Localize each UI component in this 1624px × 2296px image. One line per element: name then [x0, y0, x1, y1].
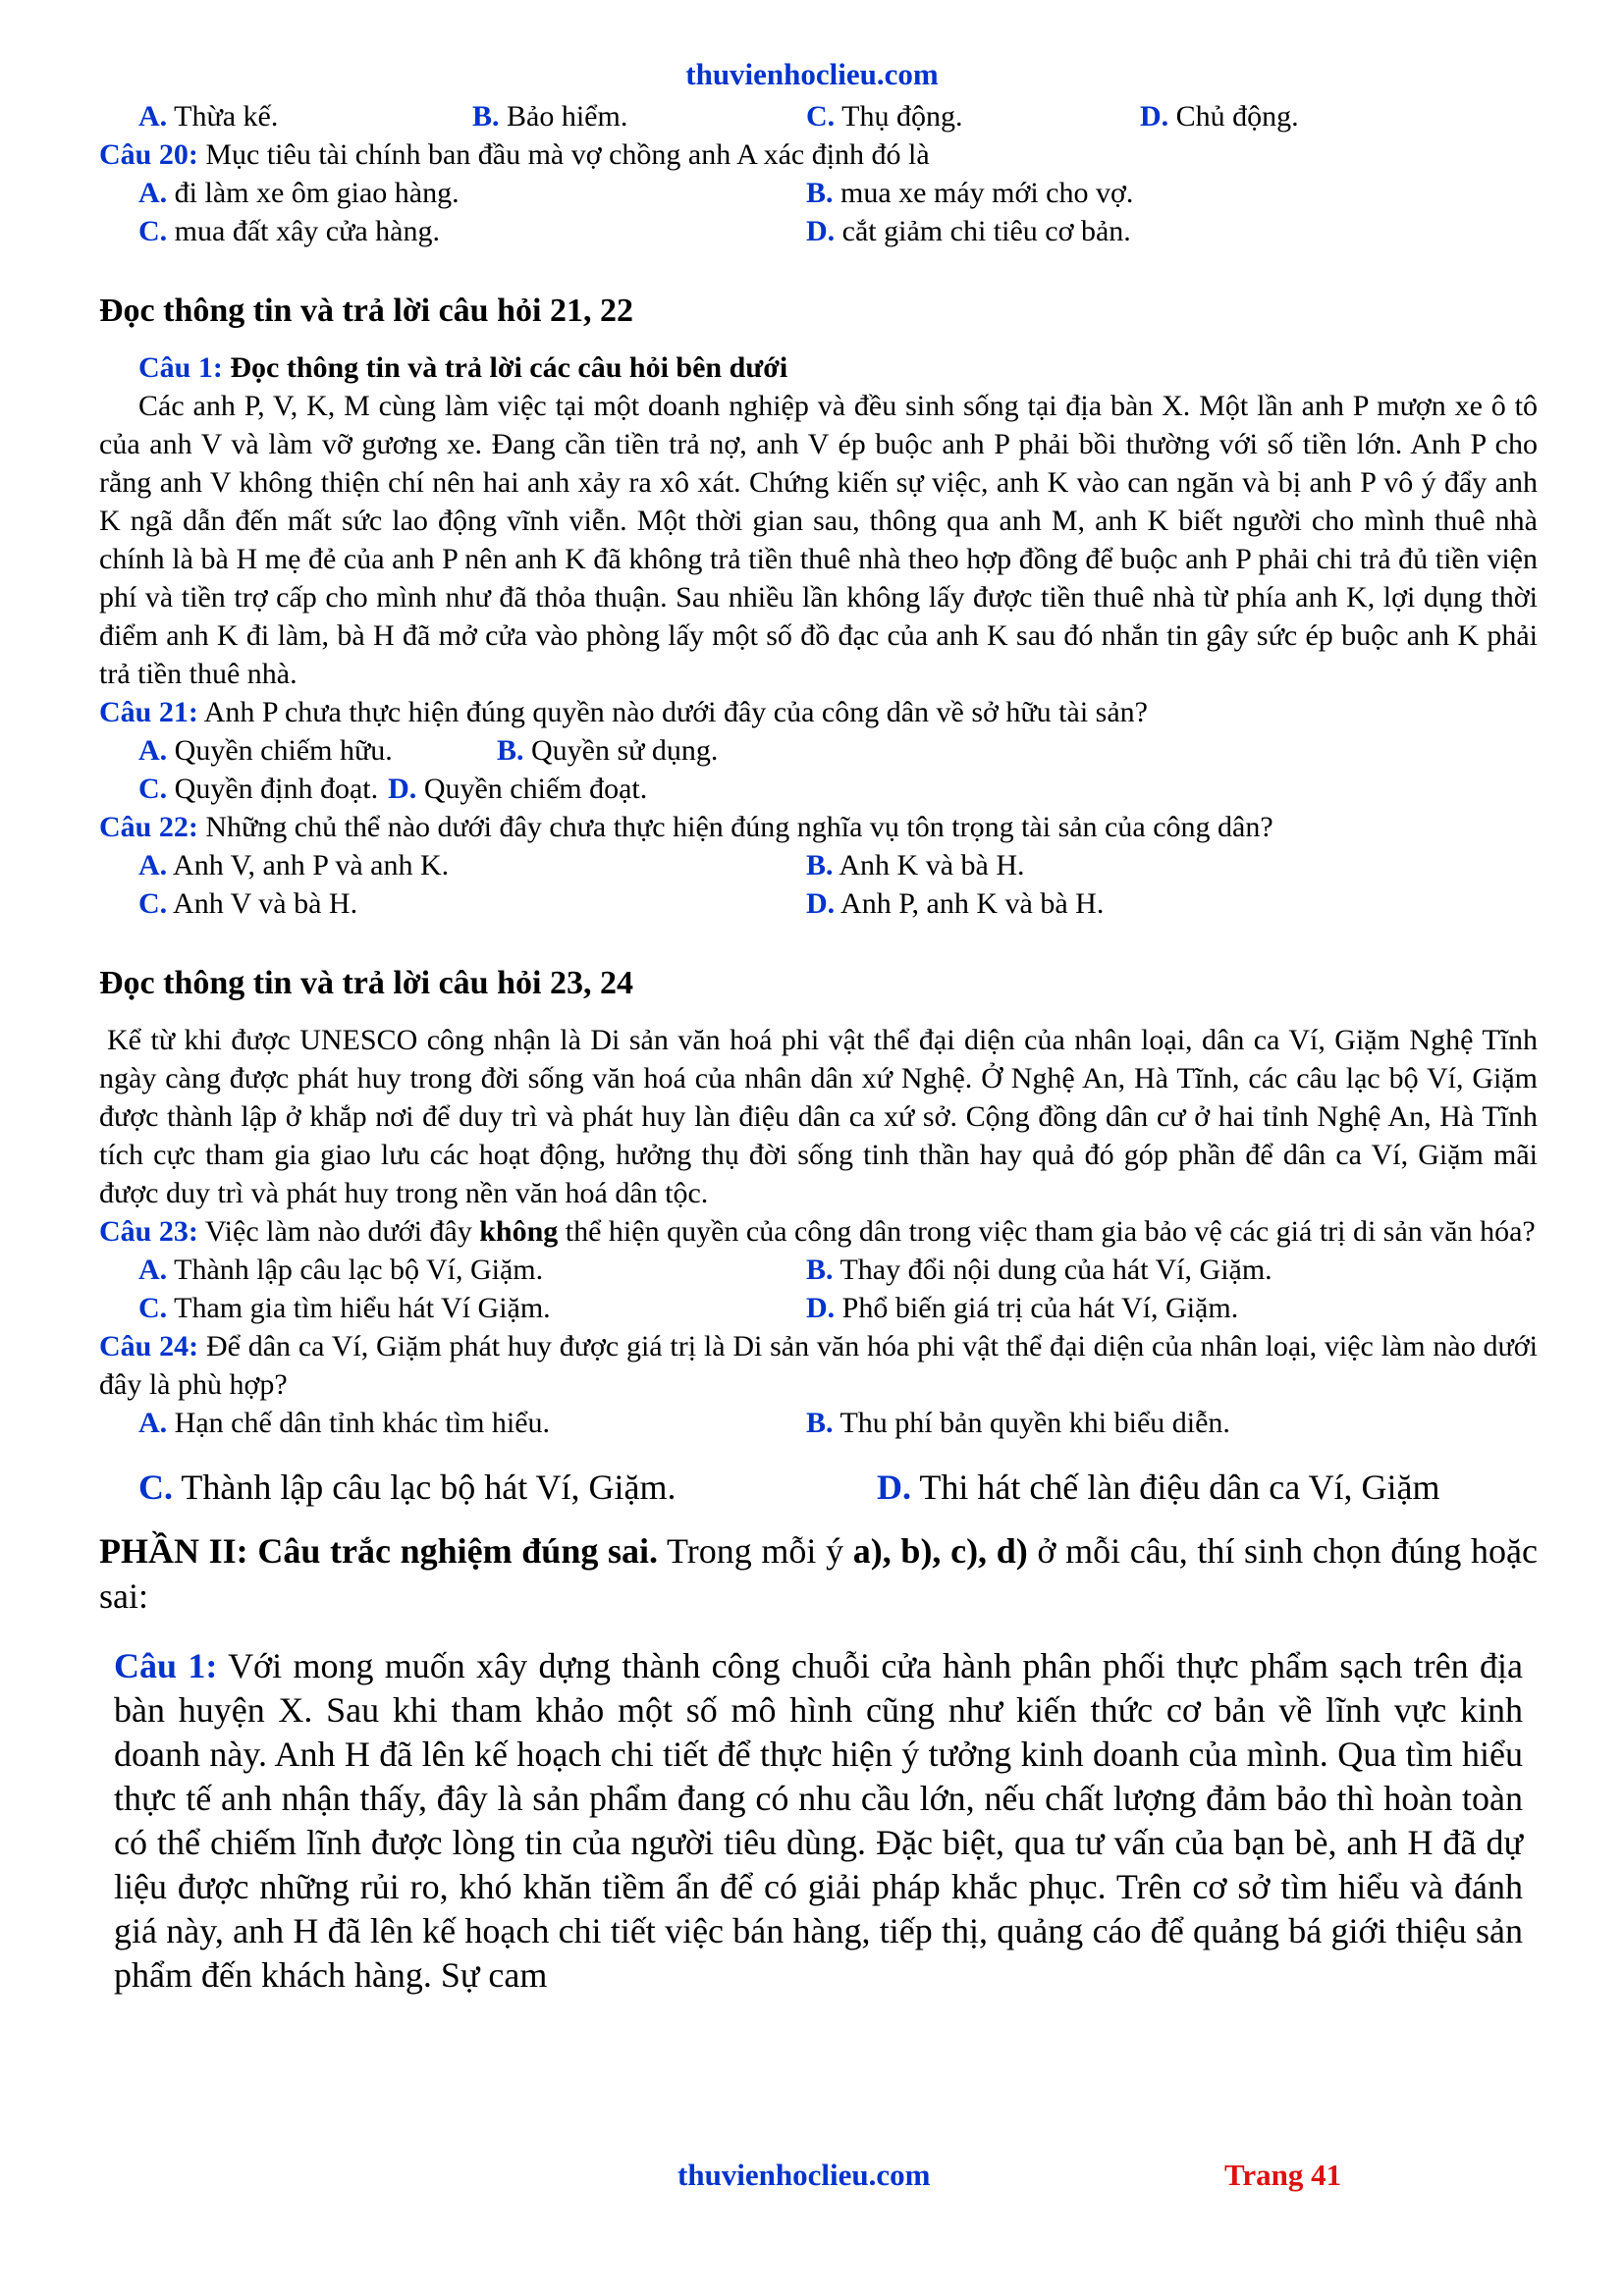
- q19-option-d: D. Chủ động.: [1140, 100, 1299, 133]
- q24-option-c: C. Thành lập câu lạc bộ hát Ví, Giặm.: [138, 1468, 677, 1507]
- q23-question: Câu 23: Việc làm nào dưới đây không thể hiện quyền của công dân trong việc tham gia bảo vệ các giá trị di sản văn hóa?: [99, 1215, 1536, 1248]
- q22-option-c: C. Anh V và bà H.: [138, 887, 358, 920]
- q19-option-c: C. Thụ động.: [806, 100, 963, 133]
- section1-title: Câu 1: Đọc thông tin và trả lời các câu hỏi bên dưới: [138, 351, 788, 384]
- footer-page-number: Trang 41: [1224, 2158, 1342, 2192]
- q19-option-b: B. Bảo hiểm.: [472, 100, 628, 133]
- q19-options: [99, 97, 1538, 135]
- q23-options-row2: [99, 1289, 1538, 1327]
- section-heading-21-22: Đọc thông tin và trả lời câu hỏi 21, 22: [99, 293, 633, 329]
- section1-passage: Các anh P, V, K, M cùng làm việc tại một doanh nghiệp và đều sinh sống tại địa bàn X. Một lần anh P mượn xe ô tô của anh V và làm vỡ gương xe. Đang cần tiền trả nợ, anh V ép buộc anh P phải bồi thường với số tiền lớn. Anh P cho rằng anh V không thiện chí nên hai anh xảy ra xô xát. Chứng kiến sự việc, anh K vào can ngăn và bị anh P vô ý đẩy anh K ngã dẫn đến mất sức lao động vĩnh viễn. Một thời gian sau, thông qua anh M, anh K biết người cho mình thuê nhà chính là bà H mẹ đẻ của anh P nên anh K đã không trả tiền thuê nhà theo hợp đồng để buộc anh P phải chi trả đủ tiền viện phí và tiền trợ cấp cho mình như đã thỏa thuận. Sau nhiều lần không lấy được tiền thuê nhà từ phía anh K, lợi dụng thời điểm anh K đi làm, bà H đã mở cửa vào phòng lấy một số đồ đạc của anh K sau đó nhắn tin gây sức ép buộc anh K phải trả tiền thuê nhà.: [99, 390, 1538, 690]
- q21-options-row1: [99, 731, 1538, 770]
- footer-site-name: thuvienhoclieu.com: [677, 2158, 931, 2192]
- q22-options-row1: [99, 846, 1538, 884]
- q24-question: Câu 24: Để dân ca Ví, Giặm phát huy được giá trị là Di sản văn hóa phi vật thể đại diện của nhân loại, việc làm nào dưới đây là phù hợp?: [99, 1330, 1539, 1401]
- q20-option-a: A. đi làm xe ôm giao hàng.: [138, 177, 460, 209]
- q23-option-a: A. Thành lập câu lạc bộ Ví, Giặm.: [138, 1254, 544, 1286]
- page-content: [99, 97, 1538, 1998]
- q24-options-row2: [99, 1464, 1538, 1511]
- q24-option-a: A. Hạn chế dân tỉnh khác tìm hiểu.: [138, 1407, 551, 1439]
- q21-question: Câu 21: Anh P chưa thực hiện đúng quyền nào dưới đây của công dân về sở hữu tài sản?: [99, 696, 1148, 728]
- q22-question: Câu 22: Những chủ thể nào dưới đây chưa thực hiện đúng nghĩa vụ tôn trọng tài sản của công dân?: [99, 811, 1273, 843]
- section-heading-23-24: Đọc thông tin và trả lời câu hỏi 23, 24: [99, 965, 633, 1001]
- q23-option-b: B. Thay đổi nội dung của hát Ví, Giặm.: [806, 1254, 1272, 1286]
- part2-heading: PHẦN II: Câu trắc nghiệm đúng sai. Trong mỗi ý a), b), c), d) ở mỗi câu, thí sinh chọn đúng hoặc sai:: [99, 1531, 1538, 1616]
- q21-option-c: C. Quyền định đoạt.: [138, 773, 379, 805]
- q24-option-b: B. Thu phí bản quyền khi biểu diễn.: [806, 1407, 1230, 1439]
- q19-option-a: A. Thừa kế.: [138, 100, 279, 133]
- q22-option-d: D. Anh P, anh K và bà H.: [806, 887, 1105, 920]
- q24-options-row1: [99, 1404, 1538, 1442]
- q20-option-b: B. mua xe máy mới cho vợ.: [806, 177, 1134, 209]
- q20-option-d: D. cắt giảm chi tiêu cơ bản.: [806, 215, 1131, 247]
- q21-option-b: B. Quyền sử dụng.: [497, 734, 719, 767]
- q21-option-d: D. Quyền chiếm đoạt.: [388, 773, 648, 805]
- q22-option-a: A. Anh V, anh P và anh K.: [138, 849, 450, 881]
- q23-option-c: C. Tham gia tìm hiểu hát Ví Giặm.: [138, 1292, 551, 1324]
- part2-question-1: Câu 1: Với mong muốn xây dựng thành công chuỗi cửa hành phân phối thực phẩm sạch trên địa bàn huyện X. Sau khi tham khảo một số mô hình cũng như kiến thức cơ bản về lĩnh vực kinh doanh này. Anh H đã lên kế hoạch chi tiết để thực hiện ý tưởng kinh doanh của mình. Qua tìm hiểu thực tế anh nhận thấy, đây là sản phẩm đang có nhu cầu lớn, nếu chất lượng đảm bảo thì hoàn toàn có thể chiếm lĩnh được lòng tin của người tiêu dùng. Đặc biệt, qua tư vấn của bạn bè, anh H đã dự liệu được những rủi ro, khó khăn tiềm ẩn để có giải pháp khắc phục. Trên cơ sở tìm hiểu và đánh giá này, anh H đã lên kế hoạch chi tiết việc bán hàng, tiếp thị, quảng cáo để quảng bá giới thiệu sản phẩm đến khách hàng. Sự cam: [114, 1646, 1523, 1995]
- q20-option-c: C. mua đất xây cửa hàng.: [138, 215, 440, 247]
- q20-question: Câu 20: Mục tiêu tài chính ban đầu mà vợ chồng anh A xác định đó là: [99, 138, 930, 171]
- q23-options-row1: [99, 1251, 1538, 1289]
- q20-options-row1: [99, 174, 1538, 212]
- q23-option-d: D. Phổ biến giá trị của hát Ví, Giặm.: [806, 1292, 1239, 1324]
- q22-option-b: B. Anh K và bà H.: [806, 849, 1025, 881]
- q20-options-row2: [99, 212, 1538, 250]
- header-site-name: thuvienhoclieu.com: [685, 57, 939, 91]
- q21-option-a: A. Quyền chiếm hữu.: [138, 734, 393, 767]
- section2-passage: Kể từ khi được UNESCO công nhận là Di sản văn hoá phi vật thể đại diện của nhân loại, dân ca Ví, Giặm Nghệ Tĩnh ngày càng được phát huy trong đời sống văn hoá của nhân dân xứ Nghệ. Ở Nghệ An, Hà Tĩnh, các câu lạc bộ Ví, Giặm được thành lập ở khắp nơi để duy trì và phát huy làn điệu dân ca xứ sở. Cộng đồng dân cư ở hai tỉnh Nghệ An, Hà Tĩnh tích cực tham gia giao lưu các hoạt động, hưởng thụ đời sống tinh thần hay quả đó góp phần để dân ca Ví, Giặm mãi được duy trì và phát huy trong nền văn hoá dân tộc.: [99, 1024, 1538, 1209]
- q22-options-row2: [99, 884, 1538, 923]
- q24-option-d: D. Thi hát chế làn điệu dân ca Ví, Giặm: [877, 1468, 1440, 1507]
- q21-options-row2: [99, 770, 1538, 808]
